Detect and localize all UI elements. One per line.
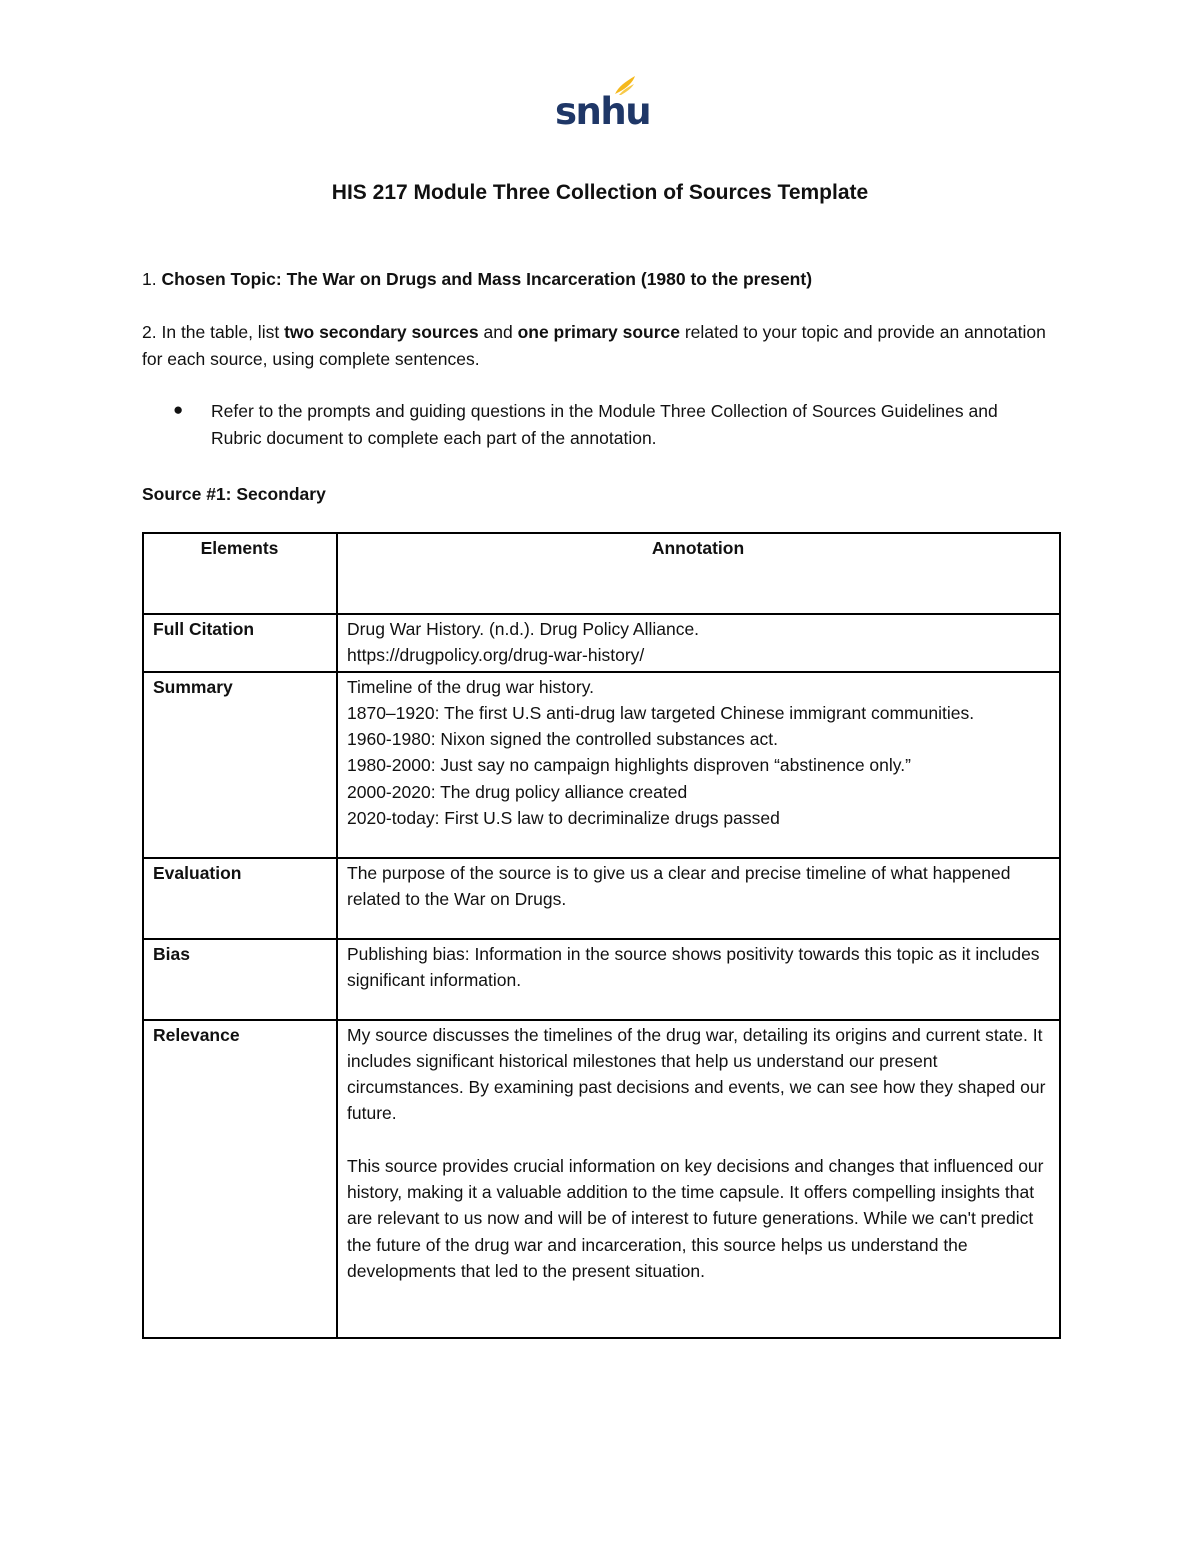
summary-line: 2000-2020: The drug policy alliance created [347, 781, 688, 802]
summary-line: 1980-2000: Just say no campaign highlights disproven “abstinence only.” [347, 755, 911, 776]
chosen-topic-text: Chosen Topic: The War on Drugs and Mass Incarceration (1980 to the present) [161, 269, 813, 289]
citation-cell [337, 614, 1060, 672]
relevance-cell [337, 1020, 1060, 1338]
summary-line: Timeline of the drug war history. [347, 676, 595, 697]
bullet-text: Refer to the prompts and guiding questions in the Module Three Collection of Sources Guidelines and Rubric document to complete each part of the annotation. [211, 401, 998, 448]
instructions-bold-2: one primary source [517, 322, 680, 342]
bias-cell: Publishing bias: Information in the source shows positivity towards this topic as it includes significant information. [337, 939, 1060, 1020]
summary-line: 1960-1980: Nixon signed the controlled substances act. [347, 729, 778, 750]
summary-line: 2020-today: First U.S law to decriminalize drugs passed [347, 808, 780, 829]
citation-url: https://drugpolicy.org/drug-war-history/ [347, 645, 645, 666]
evaluation-cell: The purpose of the source is to give us a clear and precise timeline of what happened related to the War on Drugs. [337, 858, 1060, 939]
paragraph-gap [347, 1127, 1049, 1153]
summary-cell [337, 672, 1060, 858]
item-instructions [142, 319, 1062, 372]
row-label-evaluation: Evaluation [143, 858, 337, 939]
page-title: HIS 217 Module Three Collection of Sources Template [331, 181, 869, 204]
table-row [143, 858, 1060, 939]
logo-wordmark: snhu [555, 90, 651, 133]
table-row [143, 614, 1060, 672]
item-number: 2. [142, 322, 157, 342]
snhu-logo [555, 76, 651, 133]
item-number: 1. [142, 269, 157, 289]
table-row [143, 939, 1060, 1020]
table-row [143, 1020, 1060, 1338]
item-chosen-topic [142, 266, 1062, 293]
annotation-table [142, 532, 1061, 1339]
row-label-summary: Summary [143, 672, 337, 858]
relevance-paragraph: My source discusses the timelines of the drug war, detailing its origins and current state. It includes significant historical milestones that help us understand our present circumstances. By examining past decisions and events, we can see how they shaped our future. [347, 1024, 1046, 1124]
table-row [143, 672, 1060, 858]
source-heading: Source #1: Secondary [142, 484, 326, 504]
instructions-text-2: and [483, 322, 513, 342]
citation-line: Drug War History. (n.d.). Drug Policy Alliance. [347, 619, 700, 639]
row-label-citation: Full Citation [143, 614, 337, 672]
bullet-dot-icon: ● [173, 400, 184, 419]
row-label-relevance: Relevance [143, 1020, 337, 1338]
header-elements: Elements [143, 533, 337, 614]
table-header-row [143, 533, 1060, 614]
summary-line: 1870–1920: The first U.S anti-drug law targeted Chinese immigrant communities. [347, 702, 975, 723]
instructions-bold-1: two secondary sources [284, 322, 479, 342]
relevance-paragraph: This source provides crucial information on key decisions and changes that influenced our history, making it a valuable addition to the time capsule. It offers compelling insights that are relevant to us now and will be of interest to future generations. While we can't predict the future of the drug war and incarceration, this source helps us understand the developments that led to the present situation. [347, 1155, 1044, 1281]
instructions-text-3: related to your topic and provide an annotation for each source, using complete sentences. [142, 322, 1046, 369]
instructions-text-1: In the table, list [161, 322, 280, 342]
header-annotation: Annotation [337, 533, 1060, 614]
row-label-bias: Bias [143, 939, 337, 1020]
